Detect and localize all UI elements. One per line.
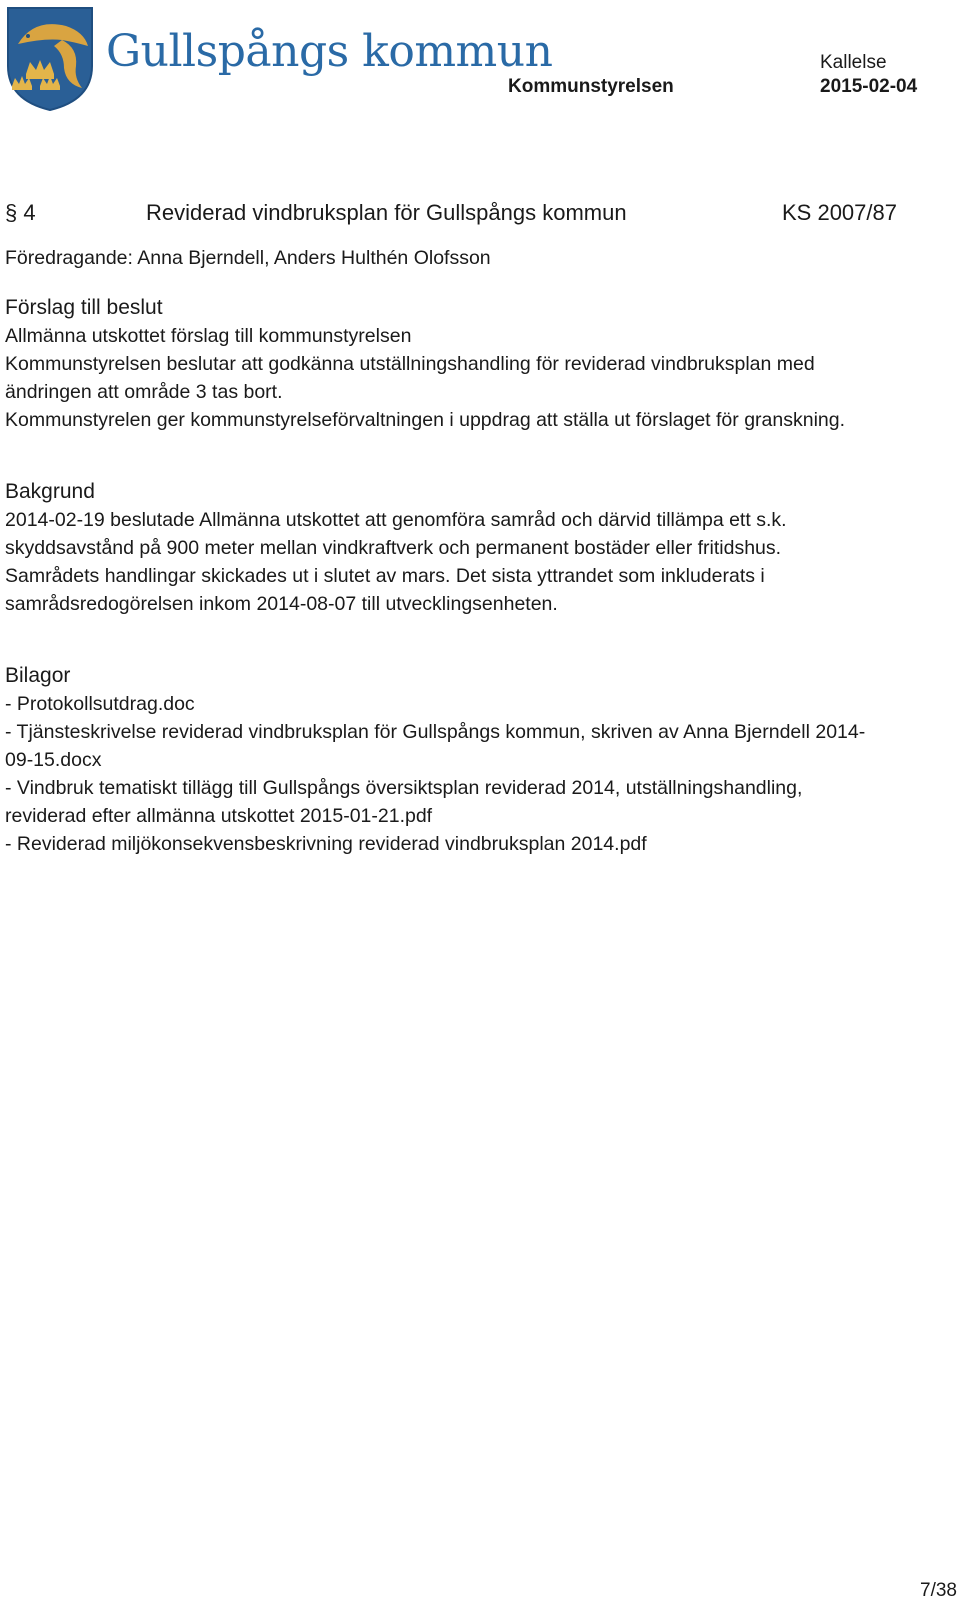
agenda-item: [5, 196, 940, 858]
attachment-item: - Protokollsutdrag.doc: [5, 693, 195, 715]
meeting-date: 2015-02-04: [820, 76, 918, 97]
presenter-line: Föredragande: Anna Bjerndell, Anders Hulthén Olofsson: [5, 247, 491, 269]
attachment-item: reviderad efter allmänna utskottet 2015-01-21.pdf: [5, 805, 433, 827]
background-line: skyddsavstånd på 900 meter mellan vindkraftverk och permanent bostäder eller fritidshus.: [5, 537, 782, 559]
attachments-list: [5, 690, 940, 858]
proposal-line: Kommunstyrelsen beslutar att godkänna utställningshandling för reviderad vindbruksplan med: [5, 353, 815, 375]
document-type: Kallelse: [820, 52, 887, 73]
coat-of-arms-logo-icon: [4, 4, 96, 112]
item-title: Reviderad vindbruksplan för Gullspångs kommun: [146, 200, 627, 225]
background-text: [5, 506, 940, 618]
proposal-line: Allmänna utskottet förslag till kommunstyrelsen: [5, 325, 412, 347]
attachments-heading: Bilagor: [5, 664, 71, 687]
background-line: Samrådets handlingar skickades ut i slutet av mars. Det sista yttrandet som inkluderats i: [5, 565, 765, 587]
proposal-line: ändringen att område 3 tas bort.: [5, 381, 283, 403]
background-line: 2014-02-19 beslutade Allmänna utskottet att genomföra samråd och därvid tillämpa ett s.k.: [5, 509, 787, 531]
attachment-item: - Vindbruk tematiskt tillägg till Gullspångs översiktsplan reviderad 2014, utställningshandling,: [5, 777, 803, 799]
attachment-item: 09-15.docx: [5, 749, 102, 771]
proposal-heading: Förslag till beslut: [5, 296, 163, 319]
agenda-item-header: [5, 196, 940, 236]
background-heading: Bakgrund: [5, 480, 95, 503]
proposal-line: Kommunstyrelen ger kommunstyrelseförvaltningen i uppdrag att ställa ut förslaget för granskning.: [5, 409, 846, 431]
proposal-text: [5, 322, 940, 434]
page-number: 7/38: [920, 1580, 957, 1601]
organization-name: Gullspångs kommun: [106, 26, 553, 77]
attachment-item: - Reviderad miljökonsekvensbeskrivning reviderad vindbruksplan 2014.pdf: [5, 833, 647, 855]
case-number: KS 2007/87: [782, 200, 897, 225]
background-line: samrådsredogörelsen inkom 2014-08-07 till utvecklingsenheten.: [5, 593, 558, 615]
attachment-item: - Tjänsteskrivelse reviderad vindbruksplan för Gullspångs kommun, skriven av Anna Bjerndell 2014-: [5, 721, 866, 743]
governing-body: Kommunstyrelsen: [508, 76, 674, 97]
section-number: § 4: [5, 200, 36, 225]
